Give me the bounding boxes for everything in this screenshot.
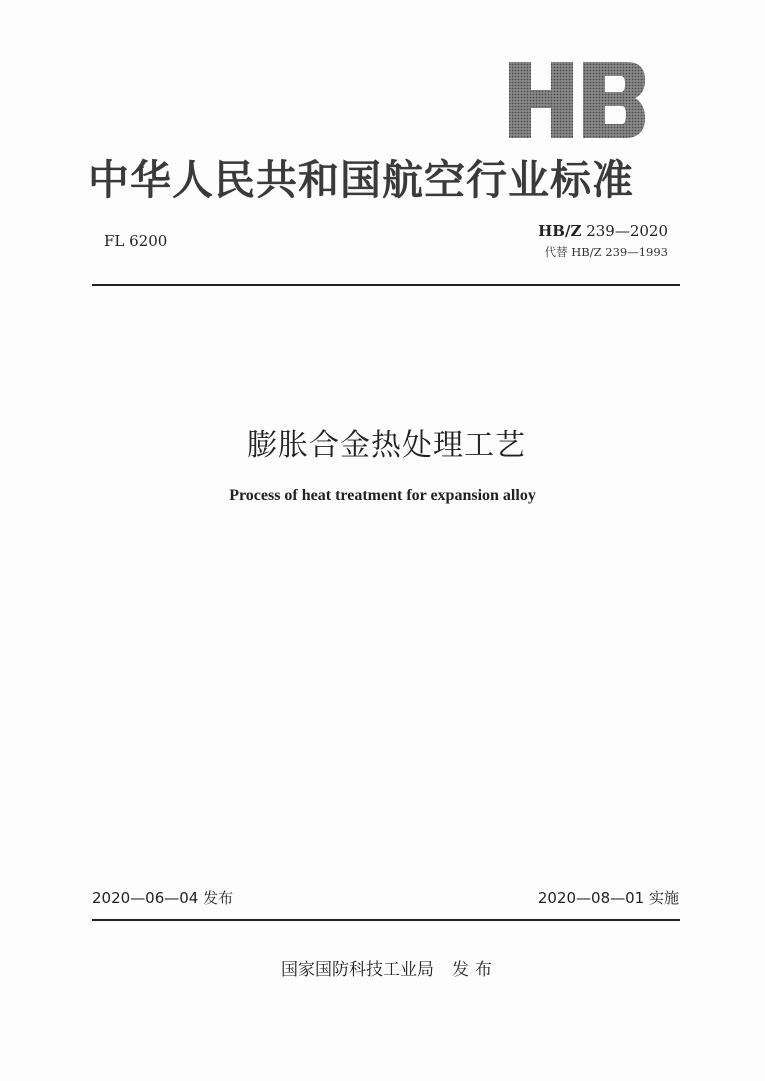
implementation-date: 2020—08—01 实施	[537, 889, 679, 907]
replaces-note: 代替 HB/Z 239—1993	[544, 245, 668, 259]
standard-code: HB/Z	[538, 222, 582, 240]
hb-logo	[505, 60, 647, 140]
document-title-english: Process of heat treatment for expansion alloy	[229, 487, 536, 504]
issue-date: 2020—06—04 发布	[92, 889, 234, 907]
classification-code: FL 6200	[104, 232, 168, 250]
bottom-divider	[92, 919, 680, 921]
issuer-name: 国家国防科技工业局	[281, 960, 434, 980]
top-divider	[92, 284, 680, 286]
standard-number-value: 239—2020	[586, 222, 668, 240]
document-title-chinese: 膨胀合金热处理工艺	[247, 428, 526, 463]
standard-header-title: 中华人民共和国航空行业标准	[88, 156, 634, 204]
issuer-action: 发布	[452, 960, 498, 980]
issuing-authority	[0, 955, 765, 980]
standard-number	[538, 222, 668, 240]
